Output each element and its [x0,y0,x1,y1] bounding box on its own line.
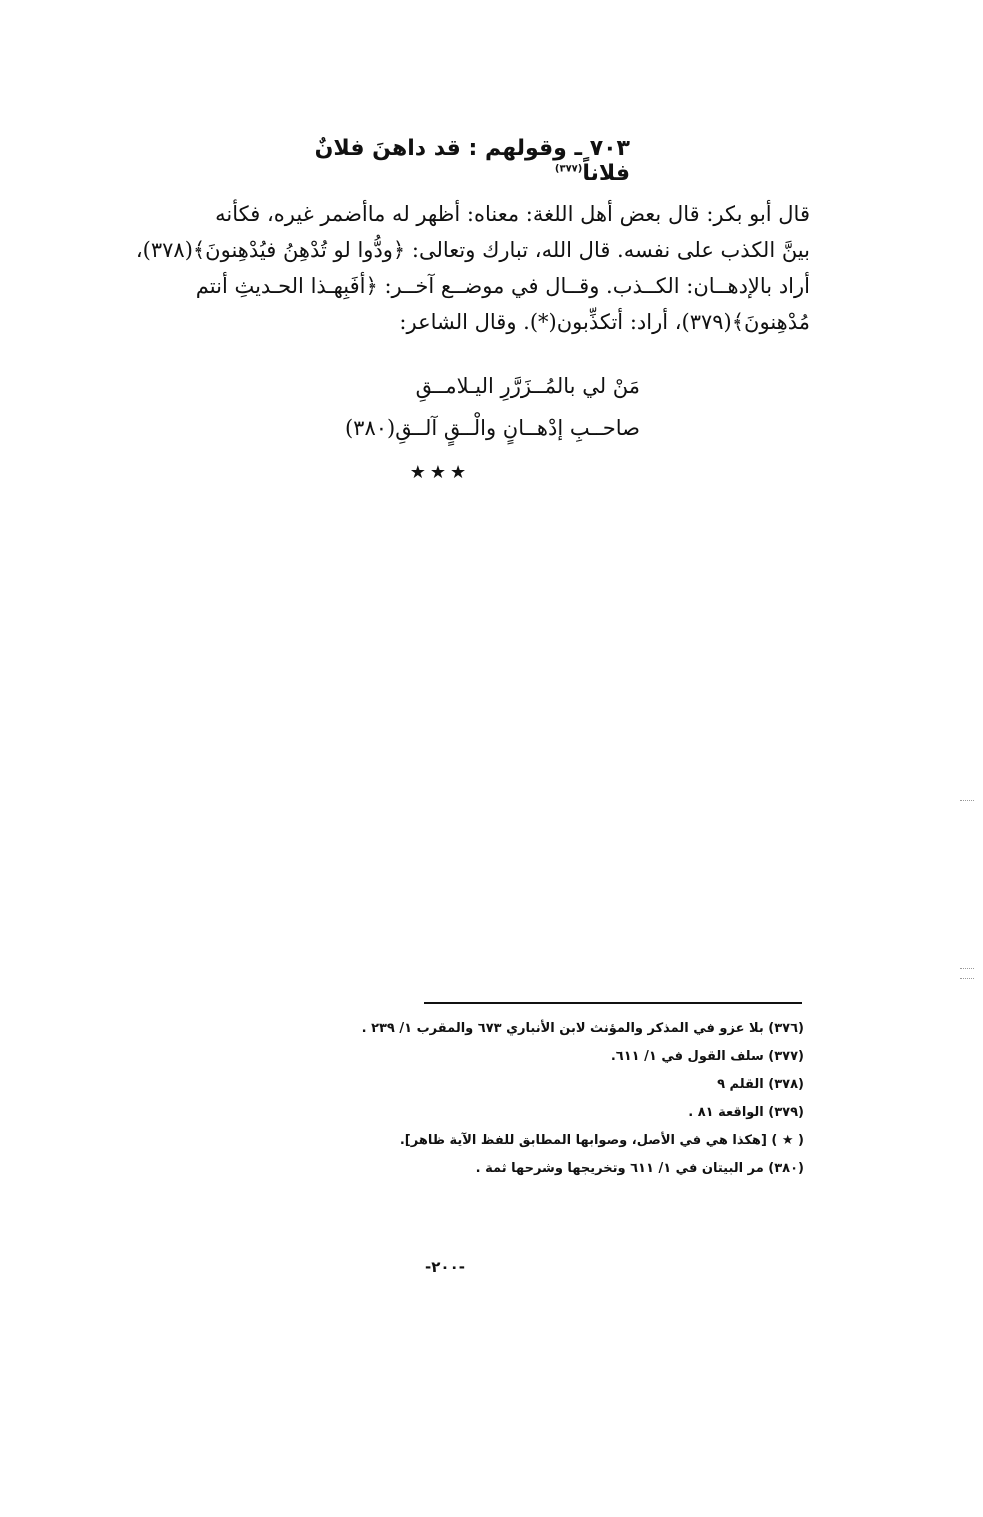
body-line: أراد بالإدهــان: الكــذب. وقــال في موضــع آخــر: ﴿أفَبِهـذا الحـديثِ أنتم [195,274,810,298]
poem-verse-2: صاحــبِ إدْهــانٍ والْــقٍ آلــقِ(٣٨٠) [344,416,640,440]
footnote: (٣٧٩) الواقعة ٨١ . [688,1105,804,1120]
footnote: (٣٧٦) بلا عزو في المذكر والمؤنث لابن الأنباري ٦٧٣ والمقرب ١/ ٢٣٩ . [361,1021,804,1036]
footnote-divider [424,1002,802,1004]
page-number: -٢٠٠- [425,1258,465,1276]
section-separator: ★★★ [409,462,471,483]
scan-margin-mark [960,968,974,969]
footnote: (٣٧٨) القلم ٩ [717,1077,804,1092]
heading-footnote-ref: (٣٧٧) [554,163,583,175]
footnote: (٣٨٠) مر البيتان في ١/ ٦١١ وتخريجها وشرحها ثمة . [475,1161,804,1176]
poem-verse-1: مَنْ لي بالمُــزَرَّرِ اليـلامــقِ [415,374,640,398]
scan-margin-mark [960,800,974,801]
entry-heading [250,136,630,186]
body-line: قال أبو بكر: قال بعض أهل اللغة: معناه: أظهر له ماأضمر غيره، فكأنه [215,202,810,226]
body-paragraph [98,196,810,340]
footnote: ( ★ ) [هكذا هي في الأصل، وصوابها المطابق للفظ الآية ظاهر]. [399,1133,804,1148]
heading-text: ٧٠٣ ـ وقولهم : قد داهنَ فلانٌ فلاناً [314,136,630,186]
body-line: بينَّ الكذب على نفسه. قال الله، تبارك وتعالى: ﴿ودُّوا لو تُدْهِنُ فيُدْهِنونَ﴾(٣٧٨)، [135,238,810,262]
footnote: (٣٧٧) سلف القول في ١/ ٦١١. [610,1049,804,1064]
scan-margin-mark [960,978,974,979]
body-line: مُدْهِنونَ﴾(٣٧٩)، أراد: أتكذِّبون(*). وقال الشاعر: [399,310,810,334]
footnotes [330,1015,804,1183]
